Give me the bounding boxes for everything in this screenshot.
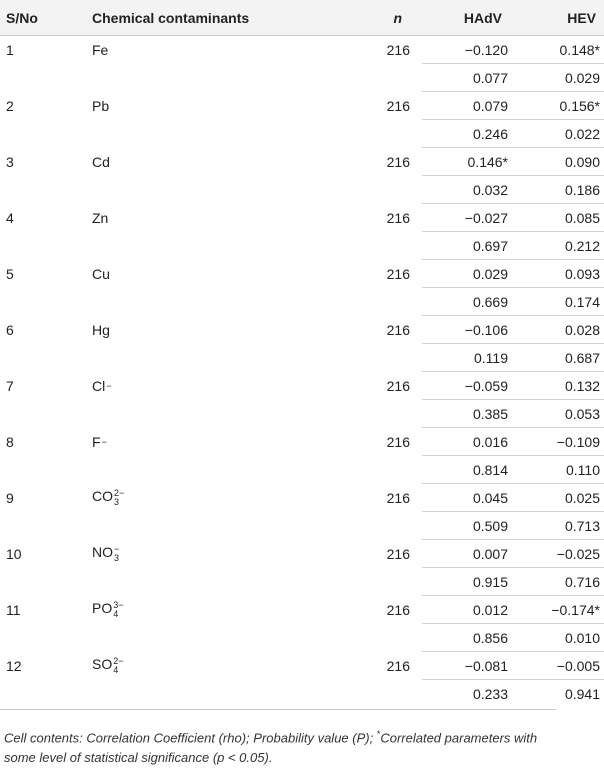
- cell-hadv-rho: 0.146*: [422, 148, 516, 176]
- cell-hadv-p: 0.856: [422, 624, 516, 652]
- cell-hev-rho: −0.174*: [516, 596, 604, 624]
- table-footnote: [4, 724, 552, 768]
- cell-hev-rho: 0.132: [516, 372, 604, 400]
- cell-sno: 12: [6, 657, 22, 674]
- table-row: [0, 92, 604, 120]
- contaminant-charge: −: [106, 381, 112, 392]
- cell-sno: 2: [6, 97, 14, 114]
- header-contaminant: Chemical contaminants: [92, 0, 302, 36]
- contaminant-symbol: SO: [92, 656, 113, 673]
- contaminant-charge: −: [114, 543, 120, 554]
- cell-empty: [92, 456, 302, 484]
- cell-empty: [302, 64, 422, 92]
- cell-empty: [0, 176, 92, 204]
- cell-contaminant: [92, 540, 302, 568]
- cell-contaminant: [92, 36, 302, 64]
- cell-contaminant: [92, 596, 302, 624]
- cell-contaminant: [92, 148, 302, 176]
- cell-hadv-rho: 0.016: [422, 428, 516, 456]
- cell-hev-rho: 0.156*: [516, 92, 604, 120]
- cell-hadv-rho: −0.059: [422, 372, 516, 400]
- cell-empty: [302, 624, 422, 652]
- table-row: [0, 372, 604, 400]
- table-body: [0, 36, 604, 708]
- contaminant-symbol: Cd: [92, 153, 110, 170]
- cell-hev-rho: −0.025: [516, 540, 604, 568]
- contaminant-symbol: CO: [92, 488, 113, 505]
- cell-sno: 9: [6, 489, 14, 506]
- cell-empty: [0, 512, 92, 540]
- cell-contaminant: [92, 428, 302, 456]
- table-row-pvalue: [0, 232, 604, 260]
- table-row-pvalue: [0, 456, 604, 484]
- cell-hev-p: 0.029: [516, 64, 604, 92]
- cell-hev-p: 0.713: [516, 512, 604, 540]
- table-row-pvalue: [0, 344, 604, 372]
- cell-hadv-rho: 0.045: [422, 484, 516, 512]
- table-row-pvalue: [0, 400, 604, 428]
- cell-hev-p: 0.174: [516, 288, 604, 316]
- contaminant-charge: 2−: [113, 655, 124, 666]
- cell-empty: [302, 512, 422, 540]
- cell-empty: [92, 344, 302, 372]
- contaminant-symbol: Pb: [92, 97, 110, 114]
- cell-empty: [0, 232, 92, 260]
- table-row-pvalue: [0, 568, 604, 596]
- cell-hev-rho: 0.025: [516, 484, 604, 512]
- cell-contaminant: [92, 316, 302, 344]
- cell-empty: [92, 232, 302, 260]
- cell-hev-rho: 0.090: [516, 148, 604, 176]
- cell-hadv-p: 0.233: [422, 680, 516, 708]
- cell-contaminant: [92, 92, 302, 120]
- cell-hadv-rho: −0.106: [422, 316, 516, 344]
- cell-n: 216: [386, 97, 410, 114]
- table-bottom-rule: [0, 709, 556, 710]
- cell-hev-p: 0.110: [516, 456, 604, 484]
- contaminant-symbol: F: [92, 433, 101, 450]
- cell-empty: [0, 344, 92, 372]
- cell-hadv-rho: 0.012: [422, 596, 516, 624]
- cell-empty: [92, 680, 302, 708]
- cell-hadv-p: 0.077: [422, 64, 516, 92]
- cell-hev-rho: 0.028: [516, 316, 604, 344]
- cell-sno: 5: [6, 265, 14, 282]
- cell-hadv-rho: 0.029: [422, 260, 516, 288]
- cell-empty: [0, 64, 92, 92]
- header-n: n: [302, 0, 422, 36]
- cell-hev-rho: −0.109: [516, 428, 604, 456]
- table-row-pvalue: [0, 624, 604, 652]
- contaminant-symbol: PO: [92, 600, 113, 617]
- footnote-star: *: [376, 729, 381, 739]
- table-row: [0, 484, 604, 512]
- table-row: [0, 316, 604, 344]
- table-row-pvalue: [0, 120, 604, 148]
- cell-n: 216: [386, 153, 410, 170]
- table-row-pvalue: [0, 176, 604, 204]
- cell-empty: [302, 680, 422, 708]
- table-row: [0, 36, 604, 64]
- cell-sno: 10: [6, 545, 22, 562]
- footnote-part2: Correlated parameters with some level of statistical significance (p < 0.05).: [4, 730, 538, 766]
- cell-empty: [0, 680, 92, 708]
- cell-hev-rho: 0.093: [516, 260, 604, 288]
- contaminant-symbol: Cu: [92, 265, 110, 282]
- contaminant-charge: 3−: [113, 599, 124, 610]
- contaminant-charge: −: [101, 437, 107, 448]
- cell-hadv-p: 0.669: [422, 288, 516, 316]
- cell-contaminant: [92, 652, 302, 680]
- cell-hev-p: 0.022: [516, 120, 604, 148]
- cell-empty: [92, 512, 302, 540]
- cell-sno: 8: [6, 433, 14, 450]
- cell-empty: [0, 400, 92, 428]
- cell-empty: [92, 568, 302, 596]
- cell-empty: [302, 120, 422, 148]
- cell-empty: [92, 400, 302, 428]
- cell-empty: [0, 624, 92, 652]
- contaminant-subscript: 4: [113, 608, 119, 619]
- cell-n: 216: [386, 321, 410, 338]
- header-sno: S/No: [0, 0, 92, 36]
- cell-hadv-p: 0.915: [422, 568, 516, 596]
- cell-n: 216: [386, 601, 410, 618]
- cell-empty: [0, 288, 92, 316]
- cell-sno: 7: [6, 377, 14, 394]
- cell-contaminant: [92, 260, 302, 288]
- cell-hev-p: 0.010: [516, 624, 604, 652]
- table-row: [0, 540, 604, 568]
- cell-empty: [302, 400, 422, 428]
- table-row: [0, 204, 604, 232]
- cell-empty: [302, 344, 422, 372]
- cell-hadv-p: 0.246: [422, 120, 516, 148]
- cell-hev-p: 0.212: [516, 232, 604, 260]
- cell-hev-p: 0.716: [516, 568, 604, 596]
- footnote-part1: Cell contents: Correlation Coefficient (rho); Probability value (P);: [4, 730, 377, 746]
- cell-sno: 11: [6, 601, 21, 618]
- contaminant-subscript: 3: [114, 496, 120, 507]
- cell-n: 216: [386, 209, 410, 226]
- cell-empty: [92, 624, 302, 652]
- contaminant-symbol: Cl: [92, 377, 106, 394]
- cell-empty: [302, 176, 422, 204]
- cell-hev-rho: 0.085: [516, 204, 604, 232]
- cell-n: 216: [386, 545, 410, 562]
- table-row-pvalue: [0, 512, 604, 540]
- cell-hev-rho: −0.005: [516, 652, 604, 680]
- cell-hadv-p: 0.697: [422, 232, 516, 260]
- cell-hev-rho: 0.148*: [559, 41, 600, 58]
- contaminant-symbol: Hg: [92, 321, 110, 338]
- cell-hadv-rho: 0.007: [422, 540, 516, 568]
- cell-hadv-rho: −0.027: [422, 204, 516, 232]
- header-hadv: HAdV: [422, 0, 516, 36]
- cell-empty: [92, 176, 302, 204]
- cell-hev-p: 0.941: [516, 680, 604, 708]
- table-row: [0, 652, 604, 680]
- cell-n: 216: [386, 265, 410, 282]
- cell-empty: [92, 64, 302, 92]
- cell-empty: [302, 456, 422, 484]
- table-row-pvalue: [0, 680, 604, 708]
- cell-contaminant: [92, 204, 302, 232]
- cell-hadv-p: 0.032: [422, 176, 516, 204]
- cell-empty: [92, 120, 302, 148]
- cell-empty: [0, 120, 92, 148]
- cell-hev-p: 0.186: [516, 176, 604, 204]
- cell-empty: [302, 288, 422, 316]
- cell-empty: [302, 232, 422, 260]
- cell-hev-p: 0.687: [516, 344, 604, 372]
- cell-sno: 1: [6, 41, 14, 58]
- table-row-pvalue: [0, 64, 604, 92]
- cell-empty: [92, 288, 302, 316]
- contaminant-symbol: Zn: [92, 209, 109, 226]
- cell-contaminant: [92, 484, 302, 512]
- cell-hadv-p: 0.385: [422, 400, 516, 428]
- header-hev: HEV: [516, 0, 604, 36]
- table-row: [0, 428, 604, 456]
- cell-contaminant: [92, 372, 302, 400]
- cell-empty: [0, 456, 92, 484]
- contaminant-symbol: Fe: [92, 41, 109, 58]
- cell-hadv-rho: 0.079: [422, 92, 516, 120]
- contaminant-subscript: 3: [114, 552, 120, 563]
- cell-hadv-p: 0.814: [422, 456, 516, 484]
- cell-hadv-p: 0.119: [422, 344, 516, 372]
- table-row: [0, 260, 604, 288]
- cell-hev-p: 0.053: [516, 400, 604, 428]
- cell-sno: 4: [6, 209, 14, 226]
- cell-hadv-p: 0.509: [422, 512, 516, 540]
- cell-n: 216: [386, 489, 410, 506]
- cell-empty: [302, 568, 422, 596]
- cell-n: 216: [386, 377, 410, 394]
- contaminant-symbol: NO: [92, 544, 113, 561]
- contaminant-subscript: 4: [113, 664, 119, 675]
- cell-hadv-rho: −0.120: [464, 41, 508, 58]
- cell-empty: [0, 568, 92, 596]
- contaminant-charge: 2−: [114, 487, 125, 498]
- cell-n: 216: [386, 433, 410, 450]
- table-row: [0, 596, 604, 624]
- table-header-row: [0, 0, 604, 36]
- cell-n: 216: [386, 41, 410, 58]
- cell-n: 216: [386, 657, 410, 674]
- table-row: [0, 148, 604, 176]
- cell-hadv-rho: −0.081: [422, 652, 516, 680]
- table-row-pvalue: [0, 288, 604, 316]
- cell-sno: 3: [6, 153, 14, 170]
- cell-sno: 6: [6, 321, 14, 338]
